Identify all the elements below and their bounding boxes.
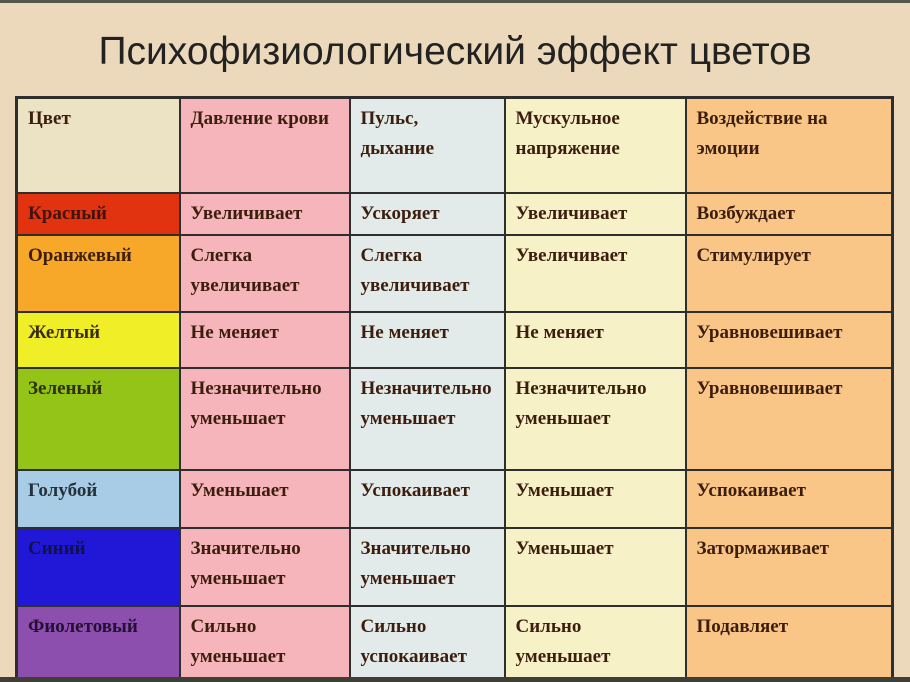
cell-blood-pressure: Незначительно уменьшает: [180, 368, 350, 470]
cell-muscle-tension: Увеличивает: [505, 235, 686, 312]
cell-pulse-breathing: Слегка увеличивает: [350, 235, 505, 312]
column-header-pulse-breathing: Пульс, дыхание: [350, 98, 505, 193]
cell-blood-pressure: Увеличивает: [180, 193, 350, 235]
column-header-emotion-effect: Воздействие на эмоции: [686, 98, 893, 193]
cell-pulse-breathing: Ускоряет: [350, 193, 505, 235]
cell-muscle-tension: Не меняет: [505, 312, 686, 368]
color-effects-table: [15, 96, 894, 680]
cell-blood-pressure: Значительно уменьшает: [180, 528, 350, 606]
table-row-light-blue: [17, 470, 893, 528]
table-row-blue: [17, 528, 893, 606]
cell-pulse-breathing: Значительно уменьшает: [350, 528, 505, 606]
cell-blood-pressure: Сильно уменьшает: [180, 606, 350, 679]
cell-pulse-breathing: Сильно успокаивает: [350, 606, 505, 679]
column-header-blood-pressure: Давление крови: [180, 98, 350, 193]
cell-muscle-tension: Уменьшает: [505, 528, 686, 606]
cell-color-name: Красный: [17, 193, 180, 235]
cell-color-name: Голубой: [17, 470, 180, 528]
cell-emotion-effect: Стимулирует: [686, 235, 893, 312]
table-row-green: [17, 368, 893, 470]
cell-pulse-breathing: Не меняет: [350, 312, 505, 368]
cell-blood-pressure: Не меняет: [180, 312, 350, 368]
header-row: [17, 98, 893, 193]
cell-muscle-tension: Сильно уменьшает: [505, 606, 686, 679]
table-row-yellow: [17, 312, 893, 368]
table-row-orange: [17, 235, 893, 312]
column-header-muscle-tension: Мускульное напряжение: [505, 98, 686, 193]
cell-color-name: Оранжевый: [17, 235, 180, 312]
cell-emotion-effect: Подавляет: [686, 606, 893, 679]
cell-muscle-tension: Уменьшает: [505, 470, 686, 528]
cell-pulse-breathing: Успокаивает: [350, 470, 505, 528]
cell-color-name: Синий: [17, 528, 180, 606]
cell-color-name: Фиолетовый: [17, 606, 180, 679]
cell-color-name: Желтый: [17, 312, 180, 368]
cell-emotion-effect: Успокаивает: [686, 470, 893, 528]
cell-emotion-effect: Возбуждает: [686, 193, 893, 235]
cell-muscle-tension: Незначительно уменьшает: [505, 368, 686, 470]
cell-emotion-effect: Уравновешивает: [686, 312, 893, 368]
cell-emotion-effect: Уравновешивает: [686, 368, 893, 470]
cell-color-name: Зеленый: [17, 368, 180, 470]
cell-muscle-tension: Увеличивает: [505, 193, 686, 235]
cell-blood-pressure: Уменьшает: [180, 470, 350, 528]
top-edge-bar: [0, 0, 910, 3]
cell-emotion-effect: Затормаживает: [686, 528, 893, 606]
table-row-violet: [17, 606, 893, 679]
page-title: Психофизиологический эффект цветов: [98, 30, 812, 73]
bottom-edge-bar: [0, 677, 910, 682]
cell-blood-pressure: Слегка увеличивает: [180, 235, 350, 312]
cell-pulse-breathing: Незначительно уменьшает: [350, 368, 505, 470]
table-row-red: [17, 193, 893, 235]
column-header-color: Цвет: [17, 98, 180, 193]
